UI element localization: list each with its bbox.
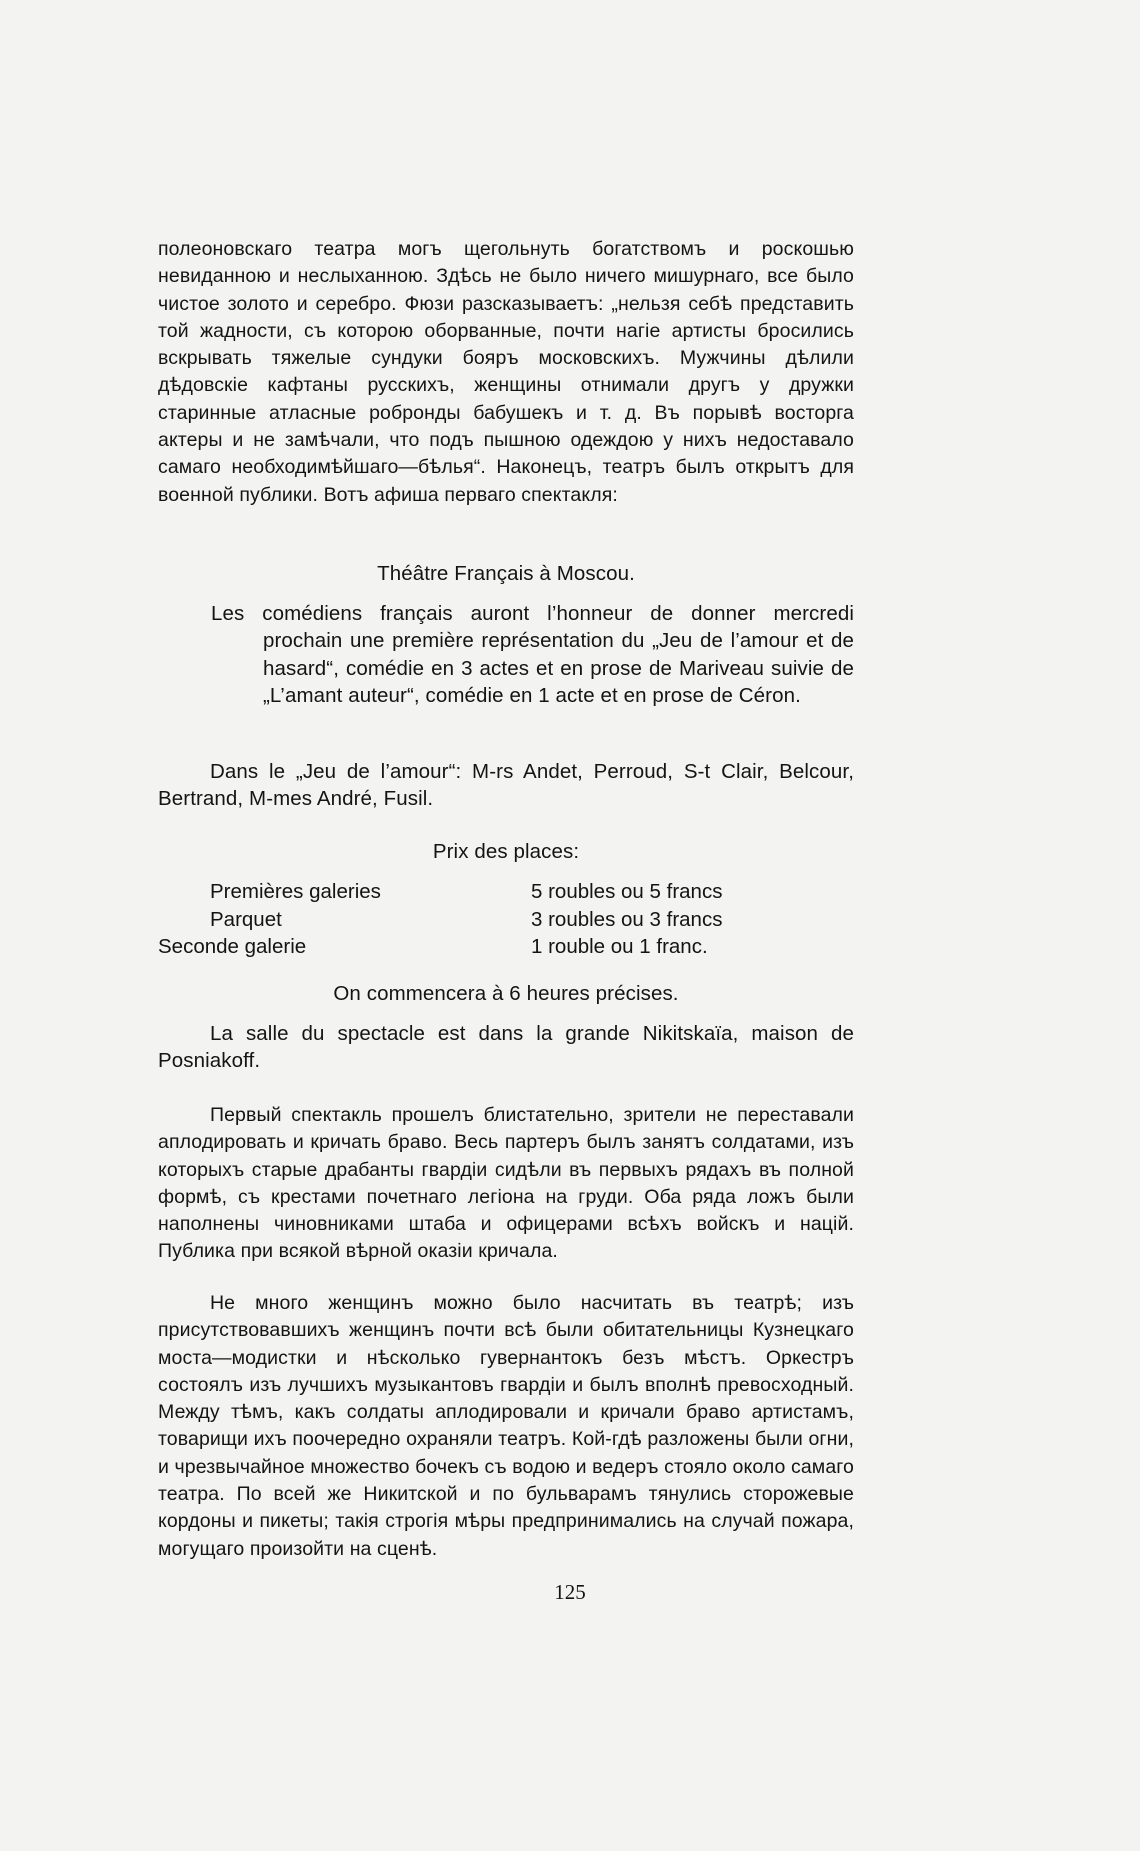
price-row xyxy=(158,878,854,906)
body-paragraph: Не много женщинъ можно было насчитать въ театрѣ; изъ присутствовавшихъ женщинъ почти всѣ были обитательницы Кузнецкаго моста—модистки и нѣсколько гувернантокъ безъ мѣстъ. Оркестръ состоялъ изъ лучшихъ музыкантовъ гвардіи и былъ вполнѣ превосходный. Между тѣмъ, какъ солдаты аплодировали и кричали браво артистамъ, товарищи ихъ поочередно охраняли театръ. Кой-гдѣ разложены были огни, и чрезвычайное множество бочекъ съ водою и ведеръ стояло около самаго театра. По всей же Никитской и по бульварамъ тянулись сторожевые кордоны и пикеты; такія строгія мѣры предпринимались на случай пожара, могущаго произойти на сценѣ. xyxy=(158,1292,854,1560)
poster-cast-block xyxy=(158,758,854,813)
start-time: On commencera à 6 heures précises. xyxy=(333,982,679,1005)
price-value: 5 roubles ou 5 francs xyxy=(531,880,723,903)
price-row xyxy=(158,933,854,961)
price-table xyxy=(158,878,854,961)
intro-paragraph-block xyxy=(158,236,854,509)
price-value: 3 roubles ou 3 francs xyxy=(531,907,723,931)
price-place: Premières galeries xyxy=(210,880,381,903)
body-paragraph-1-block xyxy=(158,1102,854,1266)
intro-paragraph: полеоновскаго театра могъ щегольнуть богатствомъ и роскошью невиданною и неслыханною. Здѣсь не было ничего мишурнаго, все было чистое золото и серебро. Фюзи разсказываетъ: „нельзя себѣ представить той жадности, съ которою оборванные, почти нагіе артисты бросились вскрывать тяжелые сундуки бояръ московскихъ. Мужчины дѣлили дѣдовскіе кафтаны русскихъ, женщины отнимали другъ у дружки старинные атласные робронды бабушекъ и т. д. Въ порывѣ восторга актеры и не замѣчали, что подъ пышною одеждою у нихъ недоставало самаго необходимѣйшаго—бѣлья“. Наконецъ, театръ былъ открытъ для военной публики. Вотъ афиша перваго спектакля: xyxy=(158,238,854,506)
body-paragraph-2-block xyxy=(158,1290,854,1563)
start-time-block xyxy=(158,980,854,1007)
price-row xyxy=(158,906,854,934)
poster-announcement-block xyxy=(158,600,854,709)
poster-title: Théâtre Français à Moscou. xyxy=(377,562,635,585)
prices-heading-block xyxy=(158,838,854,865)
location: La salle du spectacle est dans la grande Nikitskaïa, maison de Posniakoff. xyxy=(158,1022,854,1073)
poster-title-block xyxy=(158,560,854,587)
price-place: Parquet xyxy=(210,907,282,931)
page-number: 125 xyxy=(554,1580,586,1604)
poster-cast: Dans le „Jeu de l’amour“: M-rs Andet, Perroud, S-t Clair, Belcour, Bertrand, M-mes André, Fusil. xyxy=(158,760,854,811)
location-block xyxy=(158,1020,854,1075)
prices-heading: Prix des places: xyxy=(432,840,580,863)
price-place: Seconde galerie xyxy=(158,935,307,958)
price-value: 1 rouble ou 1 franc. xyxy=(531,935,708,958)
poster-announcement: Les comédiens français auront l’honneur de donner mercredi prochain une première représentation du „Jeu de l’amour et de hasard“, comédie en 3 actes et en prose de Mariveau suivie de „L’amant auteur“, comédie en 1 acte et en prose de Céron. xyxy=(211,602,854,707)
body-paragraph: Первый спектакль прошелъ блистательно, зрители не переставали аплодировать и кричать браво. Весь партеръ былъ занятъ солдатами, изъ которыхъ старые драбанты гвардіи сидѣли въ первыхъ рядахъ въ полной формѣ, съ крестами почетнаго легіона на груди. Оба ряда ложъ были наполнены чиновниками штаба и офицерами всѣхъ войскъ и націй. Публика при всякой вѣрной оказіи кричала. xyxy=(158,1104,854,1263)
